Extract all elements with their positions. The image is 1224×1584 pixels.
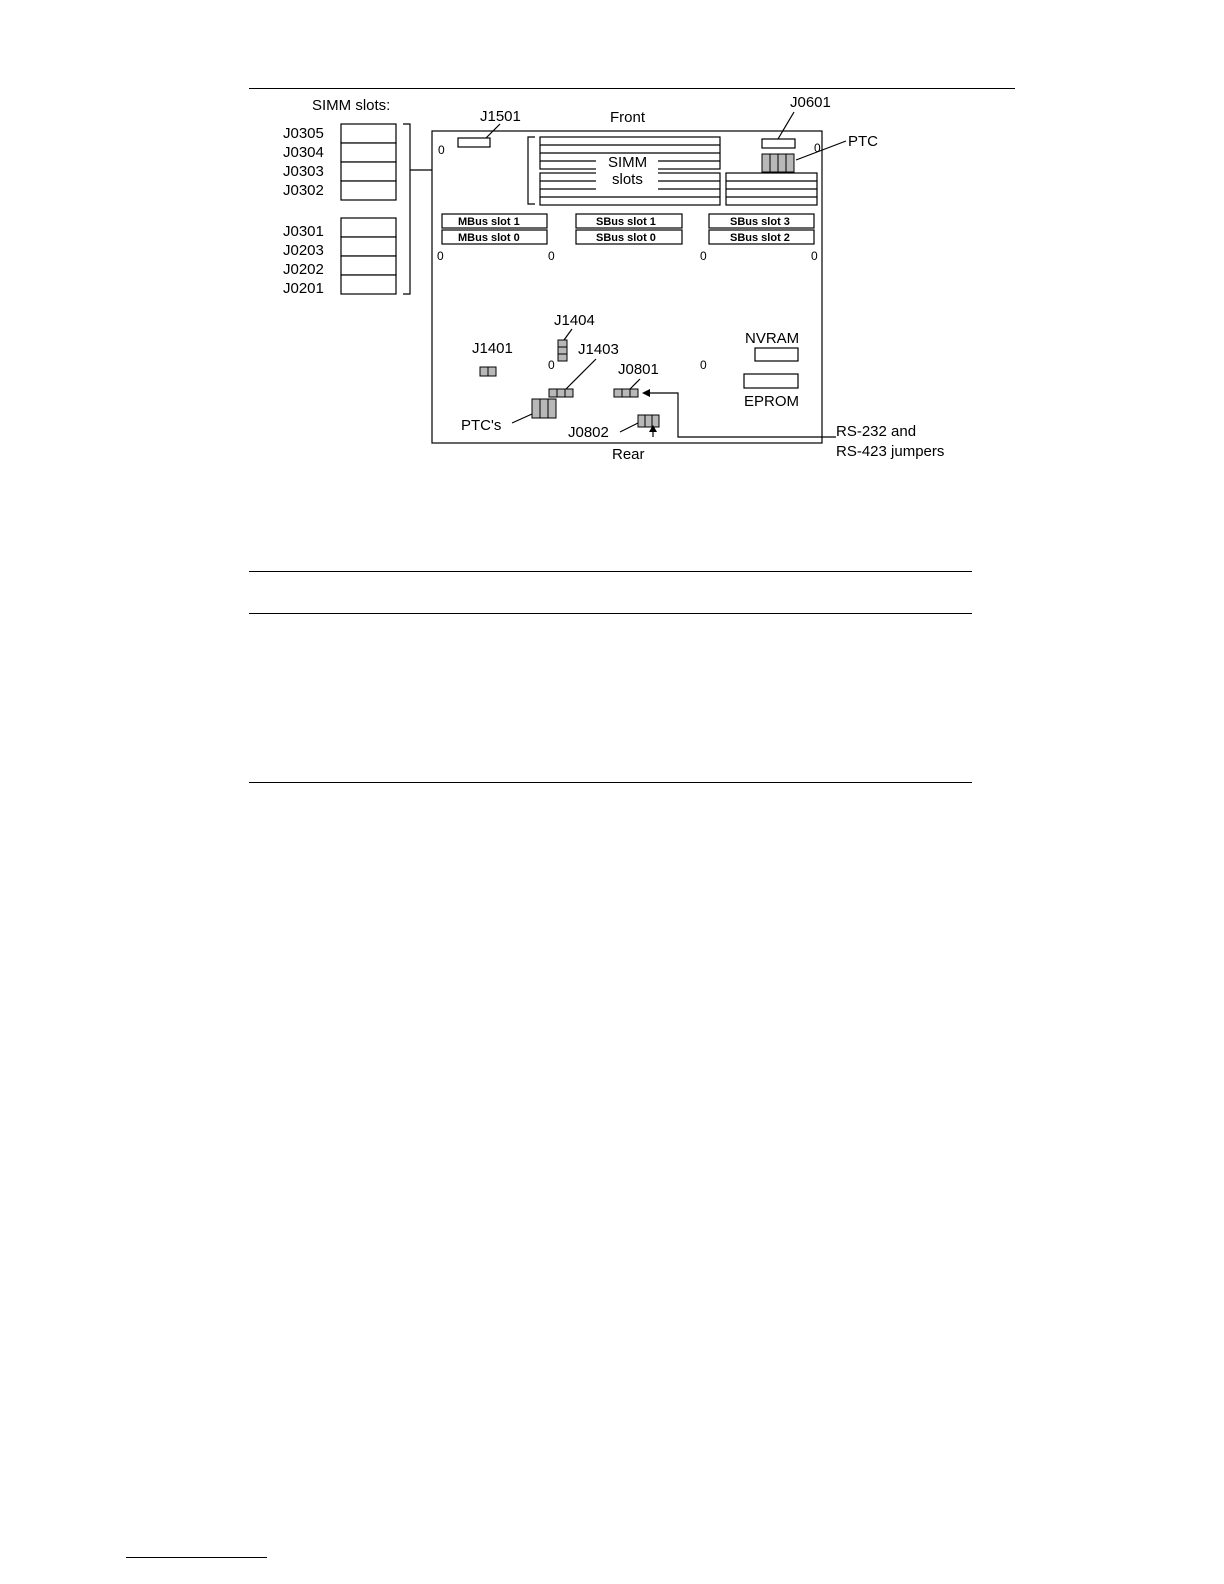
j0802-jumper	[638, 415, 659, 427]
screw-hole: 0	[700, 358, 707, 372]
sbus-slot-3	[709, 214, 814, 228]
simm-connector-label: J0302	[283, 182, 324, 199]
j1401-label: J1401	[472, 340, 513, 357]
table-bottom-rule	[249, 782, 972, 783]
eprom-label: EPROM	[744, 393, 800, 410]
rs-jumpers-label: RS-423 jumpers	[836, 443, 945, 460]
nvram-label: NVRAM	[745, 330, 800, 347]
j1501-label: J1501	[480, 108, 521, 125]
sbus-slot-0	[576, 230, 682, 244]
simm-legend-slot	[341, 143, 396, 162]
board-simm-slots-right	[726, 173, 817, 205]
simm-slots-heading: SIMM slots:	[312, 97, 391, 114]
simm-legend-slot	[341, 256, 396, 275]
front-label: Front	[610, 109, 646, 126]
sbus-slot-2	[709, 230, 814, 244]
simm-connector-label: J0201	[283, 280, 324, 297]
footnote-rule	[126, 1557, 267, 1558]
j1401-jumper	[480, 367, 496, 376]
eprom-chip	[744, 374, 798, 388]
rear-label: Rear	[612, 446, 645, 463]
svg-text:SBus slot 2: SBus slot 2	[730, 232, 790, 244]
simm-legend-bracket	[403, 124, 410, 294]
ptcs-label: PTC's	[461, 417, 502, 434]
screw-hole: 0	[811, 249, 818, 263]
svg-text:SBus slot 1: SBus slot 1	[596, 216, 656, 228]
nvram-chip	[755, 348, 798, 361]
screw-hole: 0	[814, 141, 821, 155]
screw-hole: 0	[438, 143, 445, 157]
j1403-label: J1403	[578, 341, 619, 358]
mbus-slot-1	[442, 214, 547, 228]
j1403-jumper	[549, 389, 573, 397]
simm-legend-slot	[341, 237, 396, 256]
table-header-rule	[249, 613, 972, 614]
simm-legend-slot	[341, 218, 396, 237]
simm-connector-label: J0305	[283, 125, 324, 142]
simm-connector-label: J0203	[283, 242, 324, 259]
j1404-jumper	[558, 340, 567, 361]
j1501-connector	[458, 138, 490, 147]
simm-legend-slot	[341, 181, 396, 200]
j0801-jumper	[614, 389, 638, 397]
simm-connector-label: J0301	[283, 223, 324, 240]
simm-legend-slot	[341, 275, 396, 294]
simm-area-label: slots	[612, 171, 643, 188]
j0802-label: J0802	[568, 424, 609, 441]
j0601-connector	[762, 139, 795, 148]
j0601-label: J0601	[790, 94, 831, 111]
svg-text:MBus slot 1: MBus slot 1	[458, 216, 520, 228]
screw-hole: 0	[548, 249, 555, 263]
simm-legend-group-1	[283, 124, 396, 200]
simm-connector-label: J0202	[283, 261, 324, 278]
simm-connector-label: J0303	[283, 163, 324, 180]
j0801-label: J0801	[618, 361, 659, 378]
screw-hole: 0	[437, 249, 444, 263]
simm-area-label: SIMM	[608, 154, 648, 171]
svg-text:SBus slot 3: SBus slot 3	[730, 216, 790, 228]
ptcs-component	[532, 399, 556, 418]
simm-legend-slot	[341, 124, 396, 143]
svg-text:SBus slot 0: SBus slot 0	[596, 232, 656, 244]
svg-text:MBus slot 0: MBus slot 0	[458, 232, 520, 244]
ptc-component	[762, 154, 794, 172]
simm-legend-slot	[341, 162, 396, 181]
screw-hole: 0	[700, 249, 707, 263]
mbus-slot-0	[442, 230, 547, 244]
sbus-slot-1	[576, 214, 682, 228]
screw-hole: 0	[548, 358, 555, 372]
simm-connector-label: J0304	[283, 144, 324, 161]
table-top-rule	[249, 571, 972, 572]
system-board-diagram	[0, 0, 1224, 480]
j1404-label: J1404	[554, 312, 595, 329]
simm-legend-group-2	[283, 218, 396, 297]
ptc-label: PTC	[848, 133, 878, 150]
rs-jumpers-label: RS-232 and	[836, 423, 917, 440]
